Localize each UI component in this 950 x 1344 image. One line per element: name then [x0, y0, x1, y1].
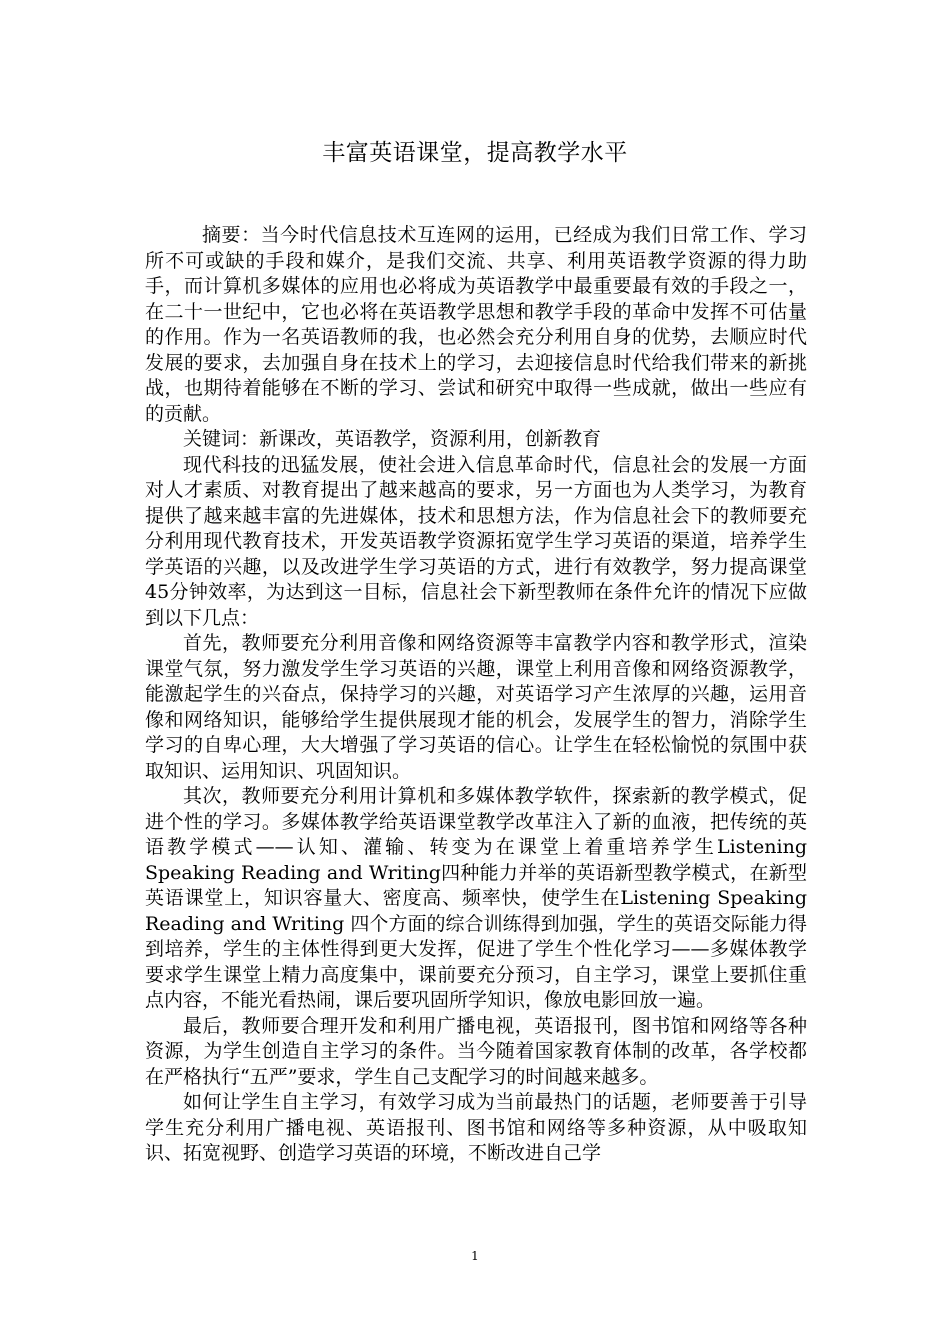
body-paragraph-5: 如何让学生自主学习，有效学习成为当前最热门的话题，老师要善于引导学生充分利用广播电视、英语报刊、图书馆和网络等多种资源，从中吸取知识、拓宽视野、创造学习英语的环境，不断改进自己学 [145, 1091, 807, 1164]
page-number: 1 [471, 1249, 479, 1263]
keywords-paragraph: 关键词：新课改，英语教学，资源利用，创新教育 [183, 428, 602, 450]
body-paragraph-2: 首先，教师要充分利用音像和网络资源等丰富教学内容和教学形式，渲染课堂气氛，努力激发学生学习英语的兴趣，课堂上利用音像和网络资源教学，能激起学生的兴奋点，保持学习的兴趣，对英语学习产生浓厚的兴趣，运用音像和网络知识，能够给学生提供展现才能的机会，发展学生的智力，消除学生学习的自卑心理，大大增强了学习英语的信心。让学生在轻松愉悦的氛围中获取知识、运用知识、巩固知识。 [145, 632, 807, 782]
body-paragraph-4: 最后，教师要合理开发和利用广播电视，英语报刊，图书馆和网络等各种资源，为学生创造自主学习的条件。当今随着国家教育体制的改革，各学校都在严格执行“五严”要求，学生自己支配学习的时间越来越多。 [145, 1014, 807, 1088]
document-title: 丰富英语课堂，提高教学水平 [322, 140, 628, 166]
abstract-paragraph: 摘要：当今时代信息技术互连网的运用，已经成为我们日常工作、学习所不可或缺的手段和媒介，是我们交流、共享、利用英语教学资源的得力助手，而计算机多媒体的应用也必将成为英语教学中最重要最有效的手段之一，在二十一世纪中，它也必将在英语教学思想和教学手段的革命中发挥不可估量的作用。作为一名英语教师的我，也必然会充分利用自身的优势，去顺应时代发展的要求，去加强自身在技术上的学习，去迎接信息时代给我们带来的新挑战，也期待着能够在不断的学习、尝试和研究中取得一些成就，做出一些应有的贡献。 [145, 224, 807, 425]
body-paragraph-3: 其次，教师要充分利用计算机和多媒体教学软件，探索新的教学模式，促进个性的学习。多媒体教学给英语课堂教学改革注入了新的血液，把传统的英语教学模式——认知、灌输、转变为在课堂上着重培养学生Listening Speaking Reading and Writing四种能力并举的英语新型教学模式，在新型英语课堂上，知识容量大、密度高、频率快，使学生在Listening Speaking Reading and Writing 四个方面的综合训练得到加强，学生的英语交际能力得到培养，学生的主体性得到更大发挥，促进了学生个性化学习——多媒体教学要求学生课堂上精力高度集中，课前要充分预习，自主学习，课堂上要抓住重点内容，不能光看热闹，课后要巩固所学知识，像放电影回放一遍。 [145, 785, 807, 1011]
body-paragraph-1: 现代科技的迅猛发展，使社会进入信息革命时代，信息社会的发展一方面对人才素质、对教育提出了越来越高的要求，另一方面也为人类学习，为教育提供了越来越丰富的先进媒体，技术和思想方法，作为信息社会下的教师要充分利用现代教育技术，开发英语教学资源拓宽学生学习英语的渠道，培养学生学英语的兴趣，以及改进学生学习英语的方式，进行有效教学，努力提高课堂45分钟效率，为达到这一目标，信息社会下新型教师在条件允许的情况下应做到以下几点： [145, 453, 807, 629]
document-body [145, 223, 807, 1167]
